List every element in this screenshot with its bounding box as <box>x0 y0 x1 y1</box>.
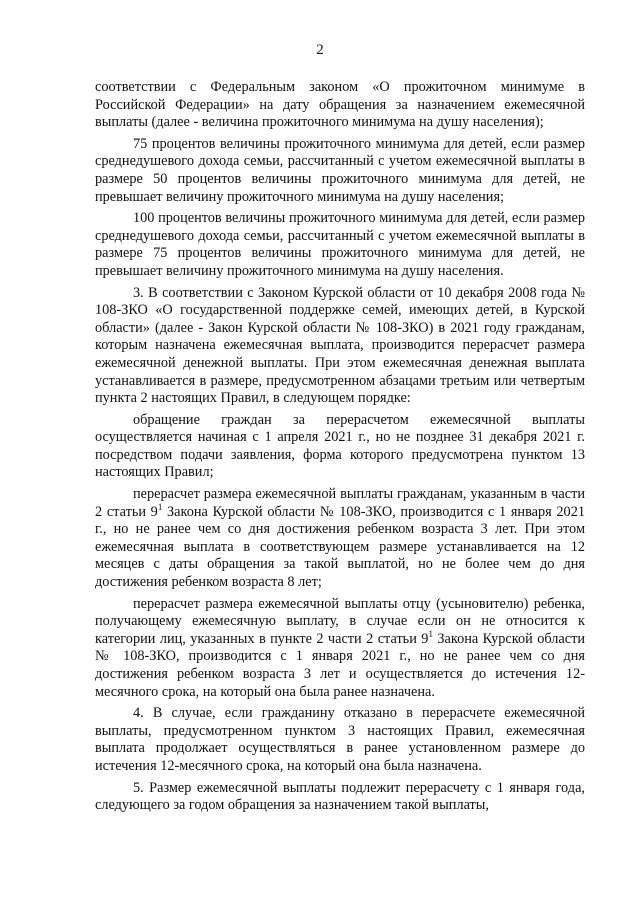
paragraph-text-part: перерасчет размера ежемесячной выплаты отцу (усыновителю) ребенка, получающему ежемесячную выплату, в случае если он не относится к категории лиц, указанных в пункте 2 части 2 статьи 9 <box>95 595 585 647</box>
paragraph-clause-3: 3. В соответствии с Законом Курской области от 10 декабря 2008 года № 108-ЗКО «О государственной поддержке семей, имеющих детей, в Курской области» (далее - Закон Курской области № 108-ЗКО) в 2021 году гражданам, которым назначена ежемесячная выплата, производится перерасчет размера ежемесячной денежной выплаты. При этом ежемесячная денежная выплата устанавливается в размере, предусмотренном абзацами третьим или четвертым пункта 2 настоящих Правил, в следующем порядке: <box>95 284 585 407</box>
document-body <box>95 79 585 819</box>
paragraph-text-part: Закона Курской области № 108-ЗКО, производится с 1 января 2021 г., но не ранее чем со дня достижения ребенком возраста 3 лет и осуществляется до истечения 12-месячного срока, на который она была ранее назначена. <box>95 630 585 700</box>
paragraph-100-percent: 100 процентов величины прожиточного минимума для детей, если размер среднедушевого дохода семьи, рассчитанный с учетом ежемесячной выплаты в размере 75 процентов величины прожиточного минимума для детей, не превышает величину прожиточного минимума на душу населения. <box>95 210 585 279</box>
paragraph-continuation: соответствии с Федеральным законом «О прожиточном минимуме в Российской Федерации» на дату обращения за назначением ежемесячной выплаты (далее - величина прожиточного минимума на душу населения); <box>95 79 585 131</box>
paragraph-text-part: перерасчет размера ежемесячной выплаты гражданам, указанным в части 2 статьи 9 <box>95 486 585 520</box>
paragraph-recalculation-father <box>95 596 585 702</box>
paragraph-75-percent: 75 процентов величины прожиточного минимума для детей, если размер среднедушевого дохода семьи, рассчитанный с учетом ежемесячной выплаты в размере 50 процентов величины прожиточного минимума для детей, не превышает величину прожиточного минимума на душу населения; <box>95 135 585 205</box>
paragraph-clause-4: 4. В случае, если гражданину отказано в перерасчете ежемесячной выплаты, предусмотренном пунктом 3 настоящих Правил, ежемесячная выплата продолжает осуществляться в ранее установленном размере до истечения 12-месячного срока, на который она была назначена. <box>95 705 585 774</box>
paragraph-application-procedure: обращение граждан за перерасчетом ежемесячной выплаты осуществляется начиная с 1 апреля 2021 г., но не позднее 31 декабря 2021 г. посредством подачи заявления, форма которого предусмотрена пунктом 13 настоящих Правил; <box>95 411 585 481</box>
page-number: 2 <box>316 42 324 58</box>
paragraph-clause-5: 5. Размер ежемесячной выплаты подлежит перерасчету с 1 января года, следующего за годом обращения за назначением такой выплаты, <box>95 779 585 814</box>
paragraph-text-part: Закона Курской области № 108-ЗКО, производится с 1 января 2021 г., но не ранее чем со дня достижения ребенком возраста 3 лет. При этом ежемесячная выплата в соответствующем размере устанавливается на 12 месяцев с даты обращения за такой выплатой, но не более чем до дня достижения ребенком возраста 8 лет; <box>95 503 585 591</box>
superscript: 1 <box>157 501 163 512</box>
superscript: 1 <box>428 628 433 639</box>
paragraph-recalculation-citizens <box>95 486 585 592</box>
